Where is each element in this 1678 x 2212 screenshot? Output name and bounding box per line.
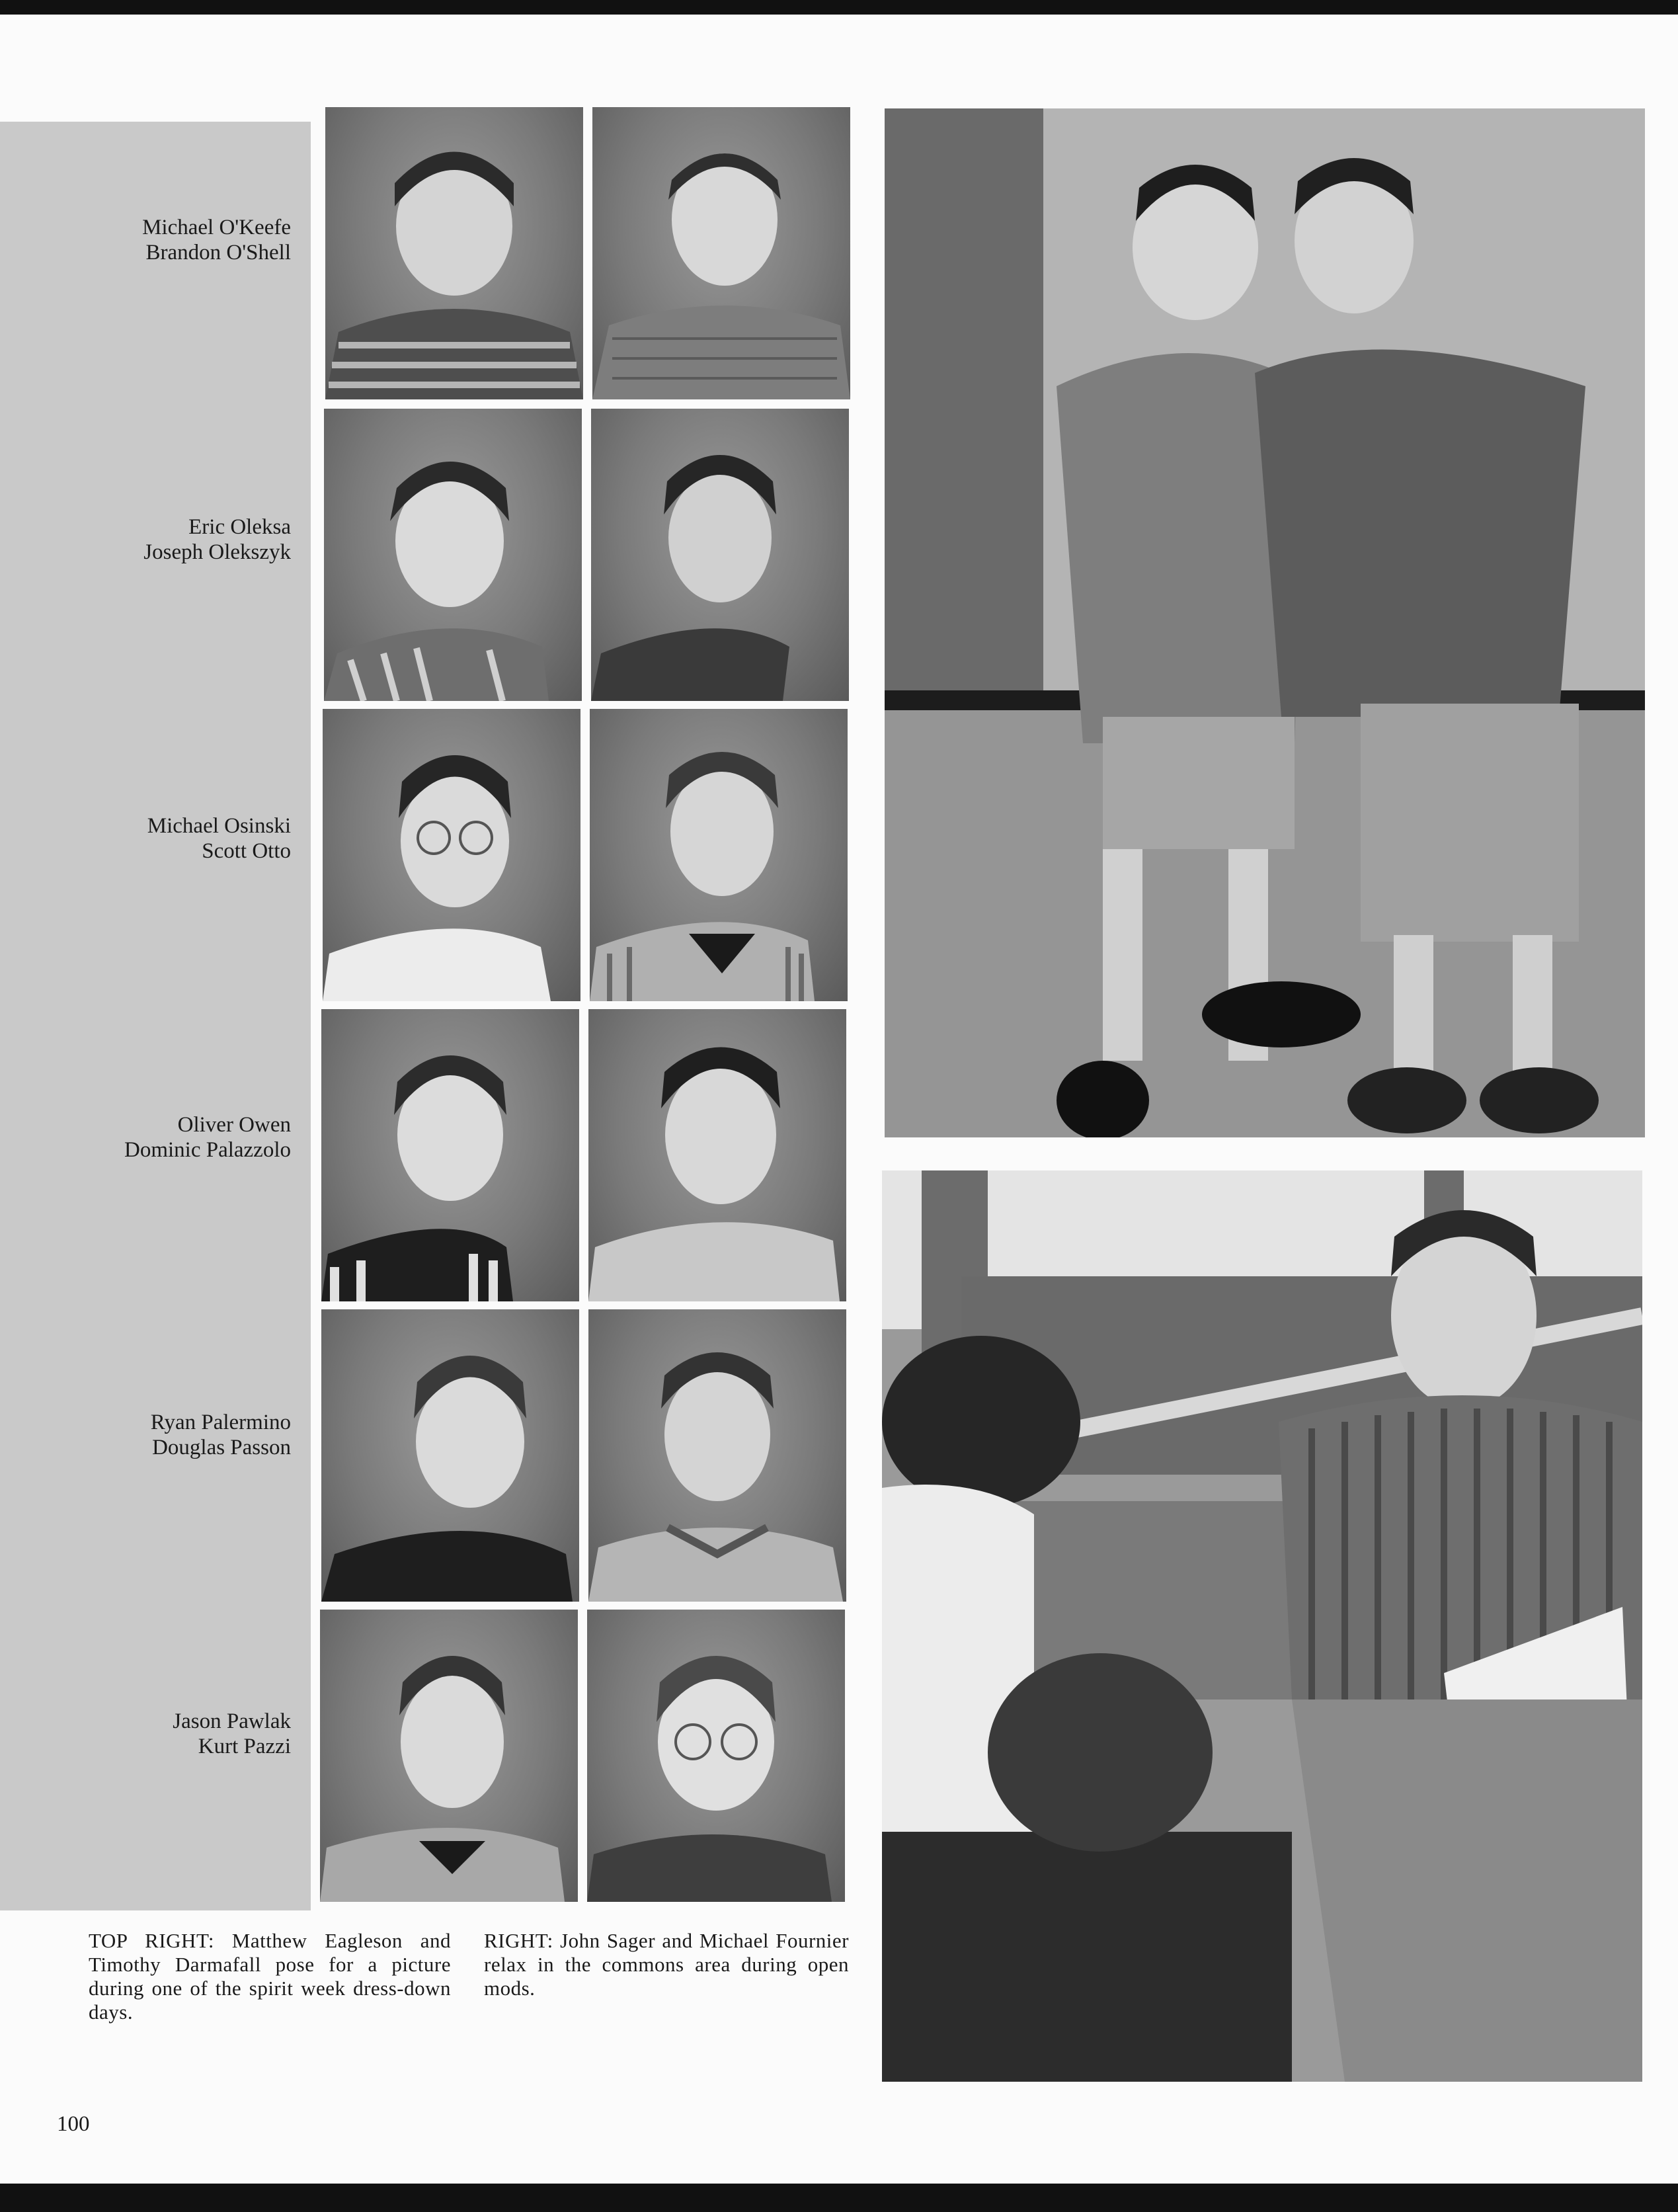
portrait-photo [320, 1610, 578, 1902]
portrait-name: Brandon O'Shell [145, 241, 291, 265]
portrait-name: Scott Otto [202, 839, 291, 863]
portrait-photo [592, 107, 850, 399]
portrait-photo [323, 709, 580, 1001]
portrait-name: Eric Oleksa [188, 515, 291, 539]
portrait-name: Michael O'Keefe [142, 216, 291, 239]
caption-top-right: TOP RIGHT: Matthew Eagleson and Timothy Darmafall pose for a picture during one of the spirit week dress-down days. [89, 1929, 451, 2024]
portrait-name: Dominic Palazzolo [124, 1138, 291, 1162]
portrait-photo [590, 709, 848, 1001]
portrait-name: Oliver Owen [177, 1113, 291, 1137]
portrait-photo [321, 1309, 579, 1602]
name-pair-row-5 [13, 1410, 291, 1460]
name-column-panel [0, 122, 311, 1910]
name-pair-row-2 [13, 514, 291, 565]
page-number: 100 [57, 2112, 90, 2136]
portrait-name: Douglas Passon [152, 1436, 291, 1459]
scan-border-bottom [0, 2184, 1678, 2212]
portrait-name: Kurt Pazzi [198, 1735, 291, 1758]
yearbook-page [0, 15, 1678, 2184]
portrait-photo [324, 409, 582, 701]
name-pair-row-3 [13, 813, 291, 864]
portrait-photo [588, 1009, 846, 1301]
caption-right: RIGHT: John Sager and Michael Fournier relax in the commons area during open mods. [484, 1929, 849, 2000]
candid-photo-top-right [885, 108, 1645, 1137]
portrait-photo [325, 107, 583, 399]
portrait-photo [587, 1610, 845, 1902]
portrait-photo [321, 1009, 579, 1301]
portrait-name: Jason Pawlak [173, 1709, 291, 1733]
name-pair-row-1 [13, 215, 291, 265]
portrait-name: Michael Osinski [147, 814, 291, 838]
portrait-name: Joseph Olekszyk [143, 540, 291, 564]
candid-photo-bottom-right [882, 1170, 1642, 2082]
name-pair-row-4 [13, 1112, 291, 1163]
portrait-photo [591, 409, 849, 701]
name-pair-row-6 [13, 1709, 291, 1759]
portrait-photo [588, 1309, 846, 1602]
portrait-name: Ryan Palermino [150, 1411, 291, 1434]
